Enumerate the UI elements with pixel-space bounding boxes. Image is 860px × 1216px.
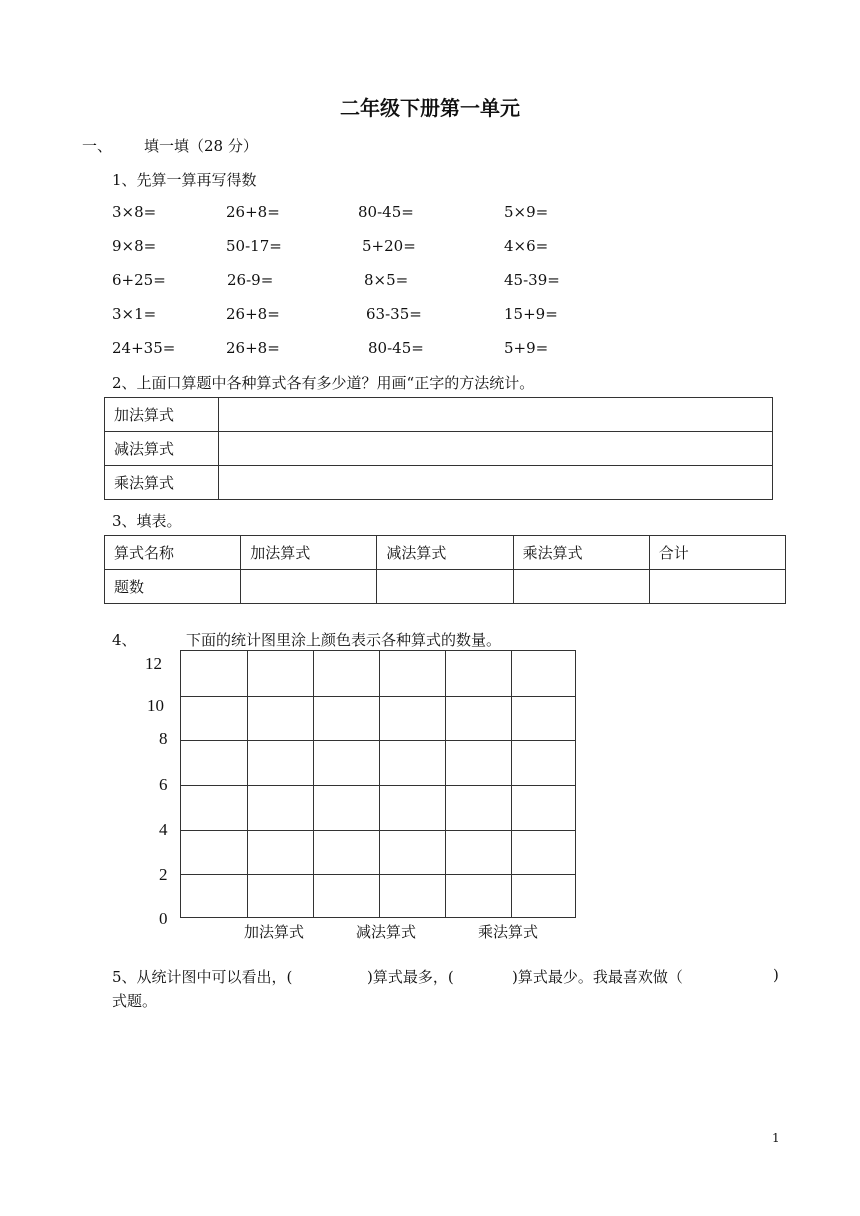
chart-gridline-vertical (511, 651, 512, 917)
page-title: 二年级下册第一单元 (340, 96, 520, 120)
q1-problem: 63-35= (366, 305, 422, 323)
q3-answer-cell[interactable] (513, 570, 649, 604)
chart-y-tick-label: 10 (147, 696, 164, 715)
q3-answer-cell[interactable] (377, 570, 513, 604)
q1-label: 1、先算一算再写得数 (112, 171, 257, 189)
q5-text-line2: 式题。 (112, 992, 158, 1010)
chart-gridline-horizontal (181, 740, 575, 741)
q1-problem: 45-39= (504, 271, 560, 289)
q1-problem: 24+35= (112, 339, 176, 357)
section-number: 一、 (82, 137, 113, 155)
chart-y-tick-label: 6 (159, 775, 168, 794)
table-row (105, 536, 786, 570)
q1-problem: 3×1= (112, 305, 157, 323)
q1-problem: 5+9= (504, 339, 549, 357)
chart-gridline-vertical (445, 651, 446, 917)
q1-problem: 4×6= (504, 237, 549, 255)
q1-problem: 26+8= (226, 305, 280, 323)
q5-favorite-blank[interactable] (710, 966, 770, 986)
q1-problem: 80-45= (358, 203, 414, 221)
bar-chart-grid[interactable] (180, 650, 576, 918)
q2-row-label: 加法算式 (105, 398, 219, 432)
q3-row-label: 题数 (105, 570, 241, 604)
q3-header-cell: 合计 (649, 536, 785, 570)
q5-most-blank[interactable] (312, 966, 366, 986)
chart-y-tick-label: 0 (159, 909, 168, 928)
chart-y-tick-label: 8 (159, 729, 168, 748)
q3-header-cell: 算式名称 (105, 536, 241, 570)
chart-gridline-horizontal (181, 785, 575, 786)
section-heading: 填一填（28 分） (144, 137, 258, 155)
q2-tally-cell[interactable] (219, 398, 773, 432)
chart-gridline-horizontal (181, 830, 575, 831)
q1-problem: 26-9= (227, 271, 274, 289)
q3-fill-table (104, 535, 786, 604)
q5-text-end: ) (773, 966, 779, 984)
q1-problem: 8×5= (364, 271, 409, 289)
q3-header-cell: 乘法算式 (513, 536, 649, 570)
q1-problem: 5+20= (362, 237, 416, 255)
q1-problem: 9×8= (112, 237, 157, 255)
chart-gridline-horizontal (181, 874, 575, 875)
q1-problem: 50-17= (226, 237, 282, 255)
q1-problem: 15+9= (504, 305, 558, 323)
chart-gridline-vertical (379, 651, 380, 917)
chart-x-category-label: 加法算式 (244, 923, 305, 941)
q5-text-mid: )算式最多，( (367, 968, 454, 986)
table-row (105, 570, 786, 604)
q3-label: 3、填表。 (112, 512, 182, 530)
q5-least-blank[interactable] (466, 966, 512, 986)
q1-problem: 26+8= (226, 203, 280, 221)
chart-gridline-vertical (247, 651, 248, 917)
chart-x-category-label: 减法算式 (356, 923, 417, 941)
table-row (105, 466, 773, 500)
q3-header-cell: 减法算式 (377, 536, 513, 570)
q3-answer-cell[interactable] (649, 570, 785, 604)
q3-answer-cell[interactable] (241, 570, 377, 604)
q1-problem: 5×9= (504, 203, 549, 221)
chart-gridline-vertical (313, 651, 314, 917)
q2-tally-table (104, 397, 773, 500)
chart-gridline-horizontal (181, 696, 575, 697)
chart-x-category-label: 乘法算式 (478, 923, 539, 941)
q2-row-label: 减法算式 (105, 432, 219, 466)
chart-y-tick-label: 2 (159, 865, 168, 884)
page-number: 1 (772, 1131, 780, 1145)
chart-y-tick-label: 4 (159, 820, 168, 839)
q1-problem: 3×8= (112, 203, 157, 221)
q5-text-mid2: )算式最少。我最喜欢做（ (512, 968, 683, 986)
q2-tally-cell[interactable] (219, 466, 773, 500)
table-row (105, 432, 773, 466)
q2-label: 2、上面口算题中各种算式各有多少道？用画“正字的方法统计。 (112, 374, 535, 392)
q1-problem: 26+8= (226, 339, 280, 357)
q4-number: 4、 (112, 631, 137, 649)
q5-text-start: 5、从统计图中可以看出，( (112, 968, 293, 986)
q1-problem: 6+25= (112, 271, 166, 289)
q4-label: 下面的统计图里涂上颜色表示各种算式的数量。 (186, 631, 502, 649)
q2-tally-cell[interactable] (219, 432, 773, 466)
q2-row-label: 乘法算式 (105, 466, 219, 500)
chart-y-tick-label: 12 (145, 654, 162, 673)
q1-problem: 80-45= (368, 339, 424, 357)
table-row (105, 398, 773, 432)
q3-header-cell: 加法算式 (241, 536, 377, 570)
